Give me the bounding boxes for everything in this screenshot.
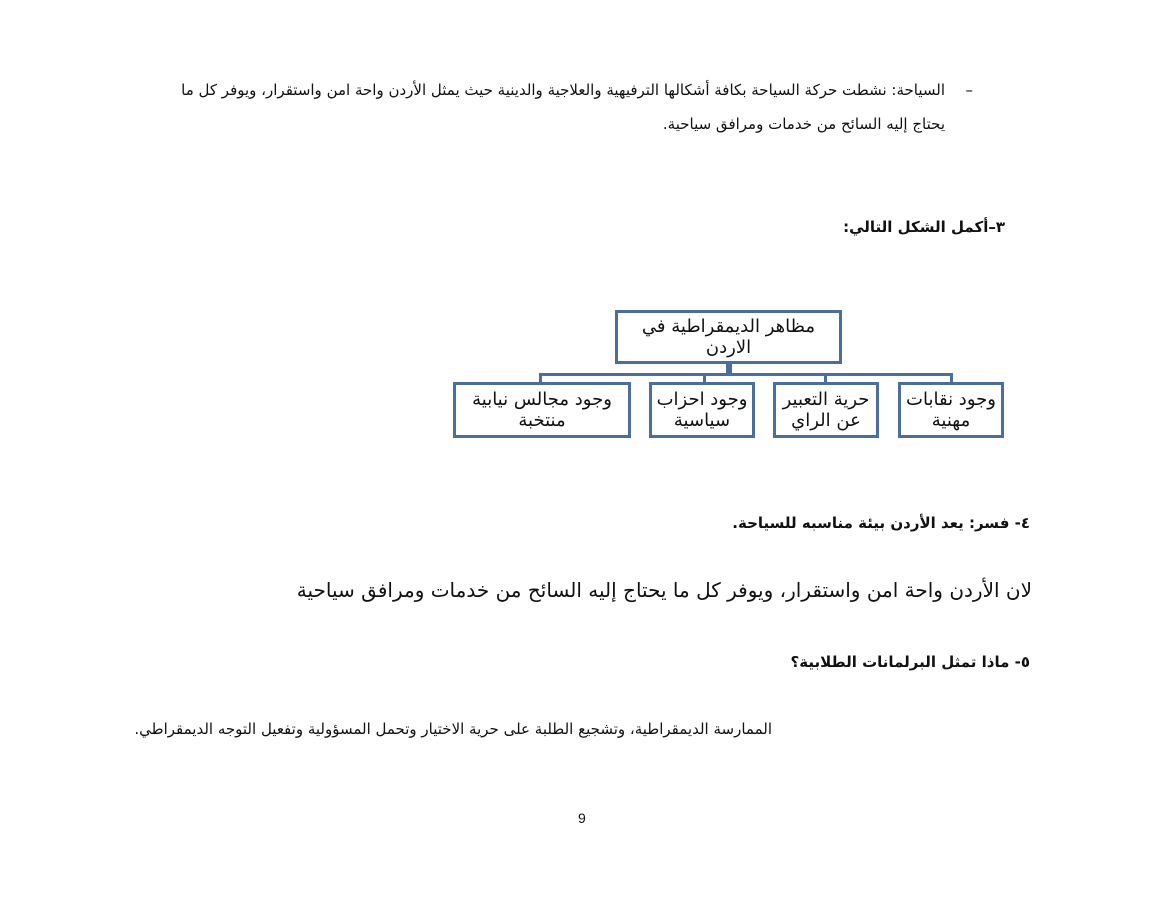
connector-horizontal [539,373,953,376]
question-4-answer: لان الأردن واحة امن واستقرار، ويوفر كل ما يحتاج إليه السائح من خدمات ومرافق سياحية [296,578,1032,602]
diagram-child-expression: حرية التعبير عن الراي [773,382,879,438]
tourism-paragraph [135,73,973,141]
question-3-label: ٣–أكمل الشكل التالي: [843,218,1005,236]
question-5-answer: الممارسة الديمقراطية، وتشجيع الطلبة على حرية الاختيار وتحمل المسؤولية وتفعيل التوجه الديمقراطي. [134,720,772,738]
diagram-child-parties: وجود احزاب سياسية [649,382,755,438]
question-5-label: ٥- ماذا تمثل البرلمانات الطلابية؟ [790,653,1030,671]
page-number: 9 [578,810,586,826]
tourism-line-1: السياحة: نشطت حركة السياحة بكافة أشكالها الترفيهية والعلاجية والدينية حيث يمثل الأردن واحة امن واستقرار، ويوفر كل ما [181,81,945,99]
diagram-root-box: مظاهر الديمقراطية في الاردن [615,310,842,364]
bullet-dash: – [965,81,973,99]
diagram-child-unions: وجود نقابات مهنية [898,382,1004,438]
tourism-line-2: يحتاج إليه السائح من خدمات ومرافق سياحية. [662,115,945,133]
question-4-label: ٤- فسر: يعد الأردن بيئة مناسبه للسياحة. [732,514,1030,532]
diagram-child-councils: وجود مجالس نيابية منتخبة [453,382,631,438]
